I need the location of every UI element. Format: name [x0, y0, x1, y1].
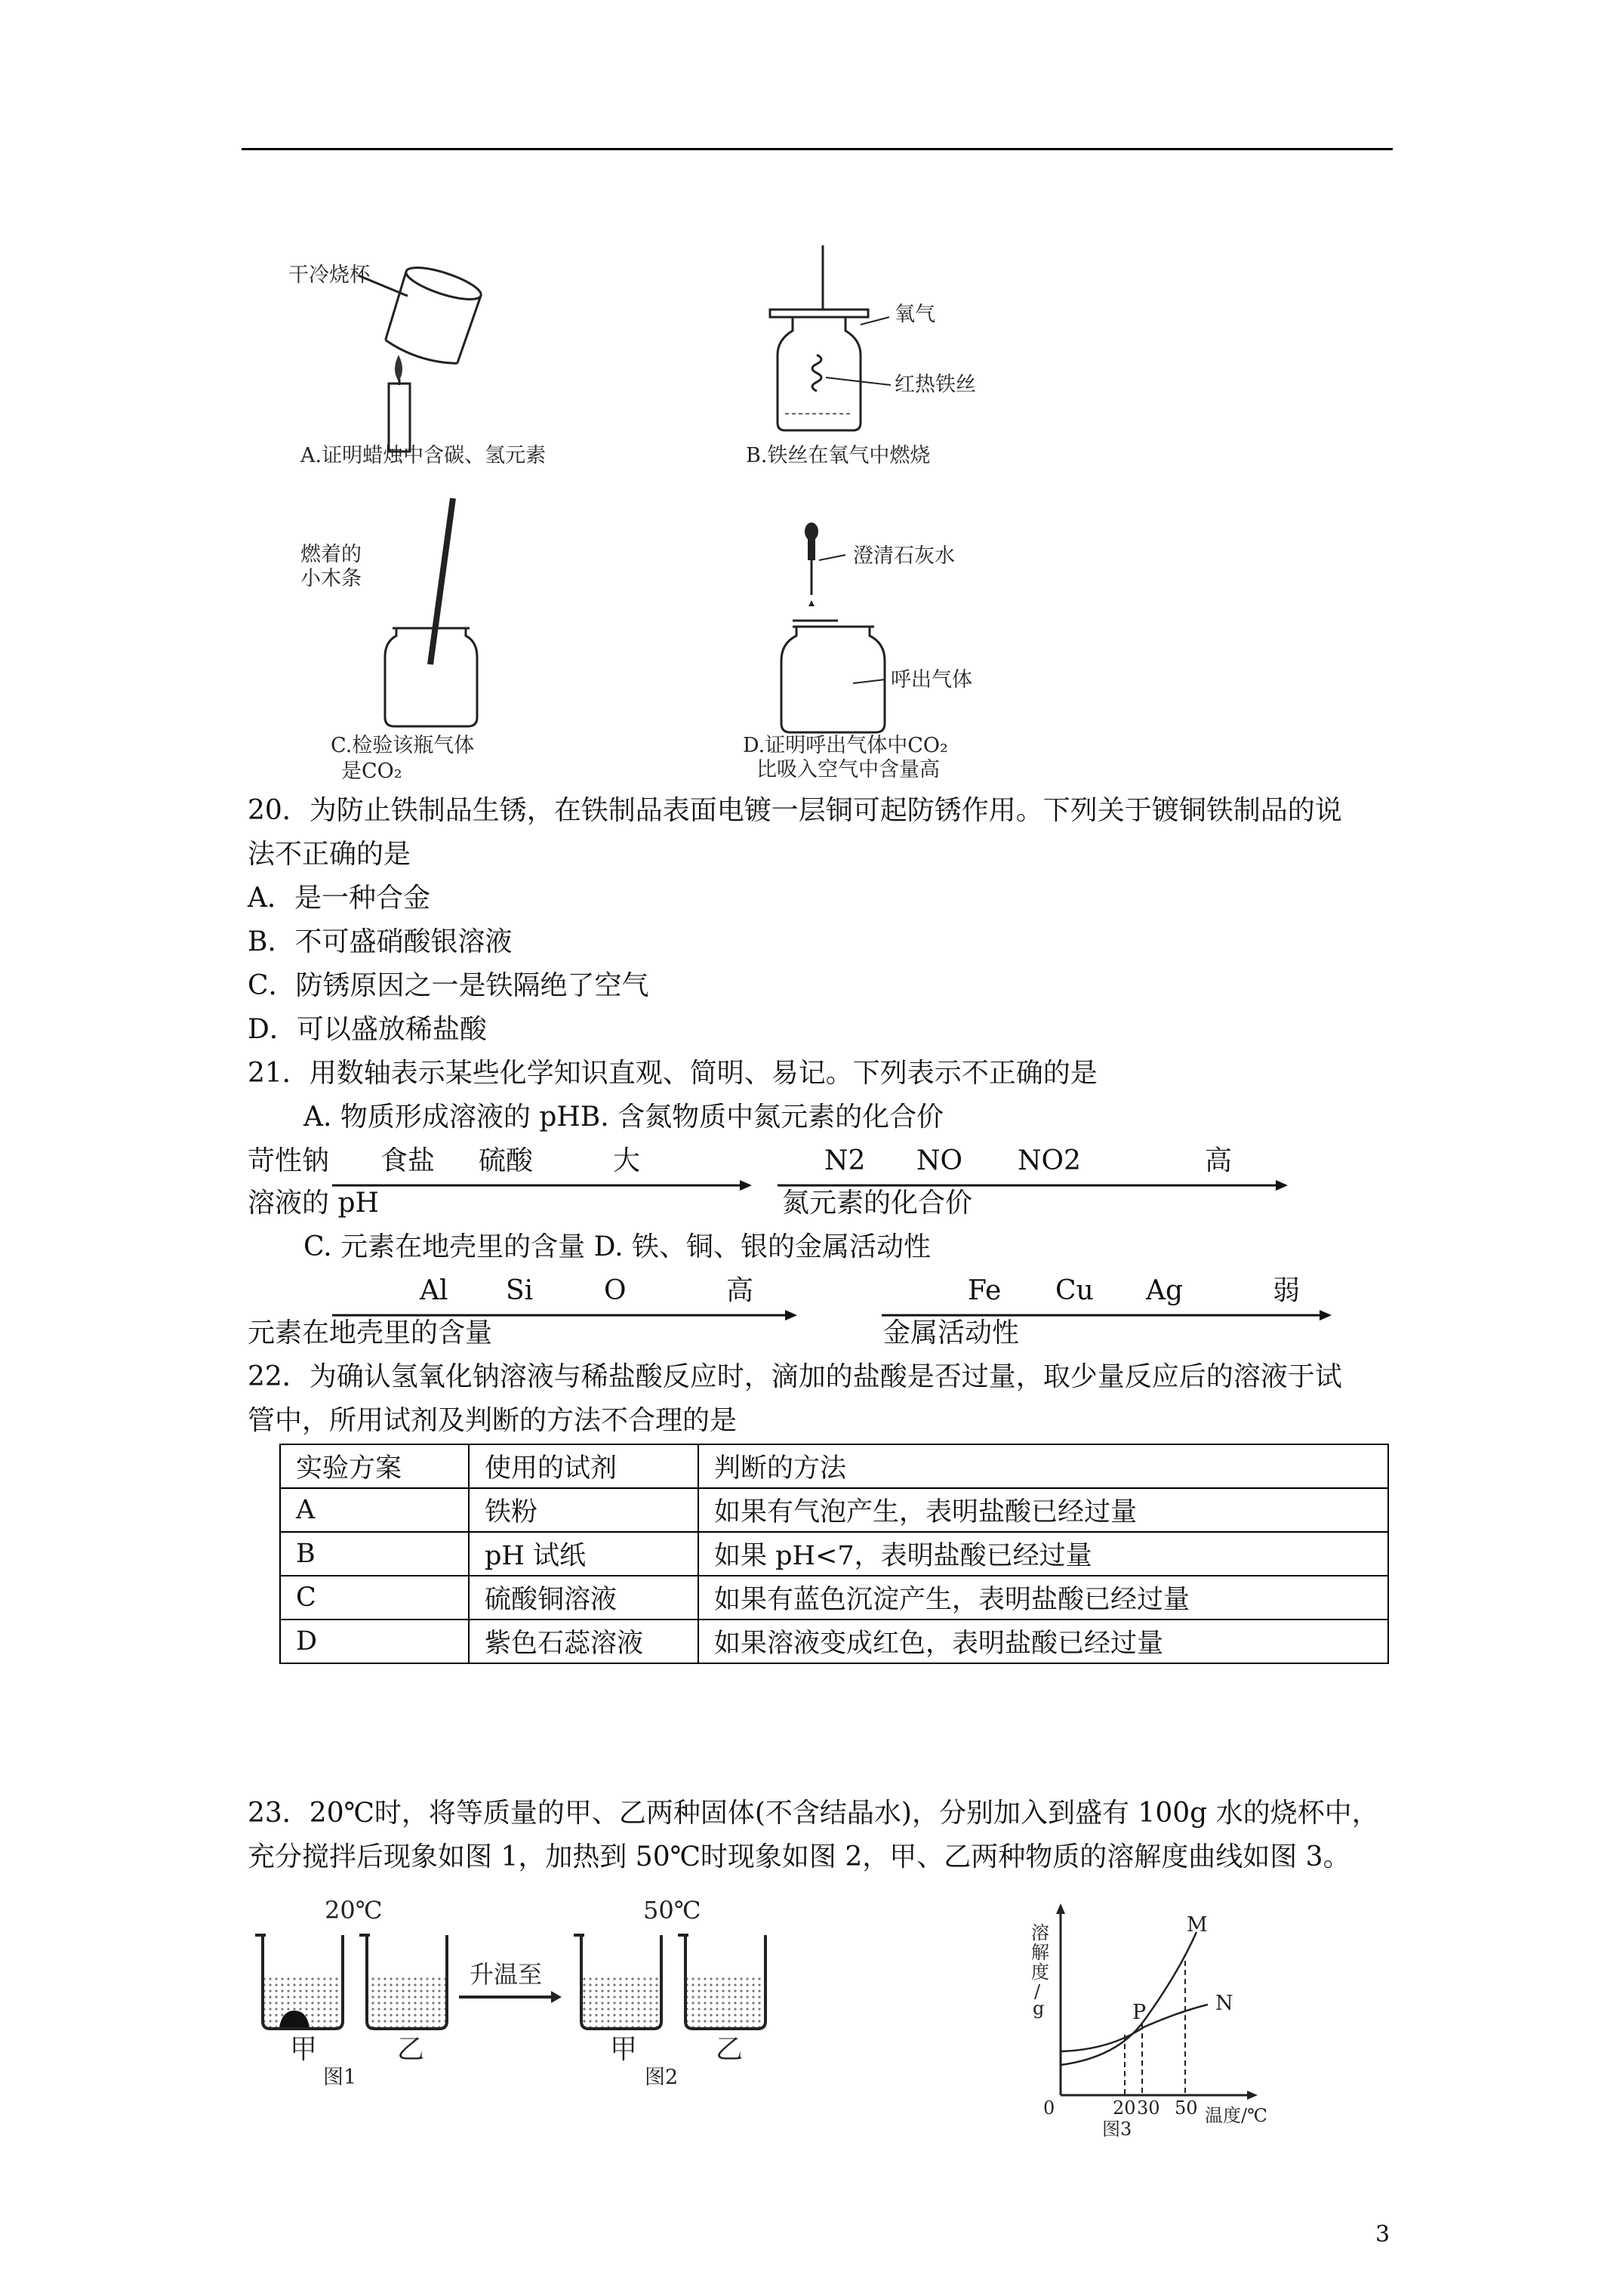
- table-cell: C: [280, 1576, 469, 1620]
- caption-a: A.证明蜡烛中含碳、氢元素: [300, 444, 547, 467]
- beaker-figures: [249, 1891, 793, 2088]
- experiment-figure-c: [279, 491, 657, 789]
- fig2-jia: 甲: [610, 2034, 638, 2065]
- axis-c-item-3: O: [604, 1275, 627, 1306]
- q21-ab-heading: A. 物质形成溶液的 pHB. 含氮物质中氮元素的化合价: [303, 1102, 944, 1133]
- table-cell: B: [280, 1532, 469, 1576]
- page-number: 3: [1375, 2221, 1390, 2248]
- header-rule: [242, 148, 1393, 150]
- caption-d-1: D.证明呼出气体中CO₂: [743, 734, 948, 757]
- stick-label-2: 小木条: [300, 567, 362, 590]
- q20-option-b: B．不可盛硝酸银溶液: [248, 926, 513, 957]
- axis-d-item-1: Fe: [968, 1275, 1002, 1306]
- fig1-jia: 甲: [290, 2034, 318, 2065]
- table-cell: 如果有气泡产生，表明盐酸已经过量: [698, 1488, 1388, 1532]
- table-header-cell: 使用的试剂: [469, 1444, 698, 1488]
- axis-a-item-2: 食盐: [380, 1145, 436, 1176]
- q21-cd-heading: C. 元素在地壳里的含量 D. 铁、铜、银的金属活动性: [303, 1231, 932, 1262]
- table-row: [280, 1488, 1388, 1532]
- table-cell: 硫酸铜溶液: [469, 1576, 698, 1620]
- axis-b-item-1: N2: [824, 1145, 866, 1176]
- table-row: [280, 1576, 1388, 1620]
- q22-table: [279, 1444, 1389, 1664]
- caption-c-2: 是CO₂: [341, 760, 402, 783]
- q20-option-d: D．可以盛放稀盐酸: [248, 1014, 487, 1045]
- fig2-caption: 图2: [645, 2066, 679, 2089]
- y-label-5: g: [1033, 1998, 1045, 2019]
- q22-stem-1: 22．为确认氢氧化钠溶液与稀盐酸反应时，滴加的盐酸是否过量，取少量反应后的溶液于试: [248, 1361, 1342, 1392]
- axis-c-item-1: Al: [420, 1275, 448, 1306]
- curve-m: [1061, 1932, 1196, 2065]
- point-p-label: P: [1132, 2001, 1147, 2024]
- table-row: [280, 1620, 1388, 1663]
- axis-b-label: 氮元素的化合价: [782, 1188, 973, 1219]
- tick-20: 20: [1113, 2097, 1136, 2119]
- experiment-figure-d: [740, 521, 1072, 789]
- table-cell: 如果有蓝色沉淀产生，表明盐酸已经过量: [698, 1576, 1388, 1620]
- table-cell: 铁粉: [469, 1488, 698, 1532]
- y-label-4: /: [1034, 1981, 1041, 2002]
- beaker-jia-2: [574, 1935, 661, 2029]
- axis-a-item-4: 大: [613, 1145, 641, 1176]
- q20-stem-2: 法不正确的是: [248, 839, 411, 870]
- y-label-2: 解: [1031, 1942, 1049, 1963]
- y-label-3: 度: [1031, 1962, 1049, 1983]
- fig2-yi: 乙: [716, 2034, 744, 2065]
- beaker-jia-1: [255, 1935, 343, 2029]
- table-cell: pH 试纸: [469, 1532, 698, 1576]
- solubility-chart: [1027, 1899, 1276, 2118]
- q20-option-a: A．是一种合金: [248, 883, 430, 914]
- table-header-cell: 判断的方法: [698, 1444, 1388, 1488]
- fig2-temp: 50℃: [643, 1896, 701, 1925]
- table-row: [280, 1532, 1388, 1576]
- curve-m-label: M: [1187, 1913, 1208, 1937]
- table-cell: 紫色石蕊溶液: [469, 1620, 698, 1663]
- iron-wire-label: 红热铁丝: [895, 373, 976, 396]
- limewater-label: 澄清石灰水: [853, 544, 955, 568]
- q23-stem-1: 23．20℃时，将等质量的甲、乙两种固体(不含结晶水)，分别加入到盛有 100g 水的烧杯中，: [248, 1798, 1379, 1829]
- exhaled-gas-label: 呼出气体: [891, 668, 972, 692]
- q23-stem-2: 充分搅拌后现象如图 1，加热到 50℃时现象如图 2，甲、乙两种物质的溶解度曲线如图 3。: [248, 1841, 1350, 1872]
- fig1-temp: 20℃: [325, 1896, 383, 1925]
- oxygen-label: 氧气: [895, 303, 935, 326]
- axis-c-item-2: Si: [506, 1275, 534, 1306]
- arrow-text: 升温至: [470, 1960, 543, 1989]
- table-cell: A: [280, 1488, 469, 1532]
- curve-n-label: N: [1215, 1992, 1233, 2015]
- axis-d-item-4: 弱: [1273, 1275, 1301, 1306]
- axis-c-item-4: 高: [726, 1275, 754, 1306]
- fig1-caption: 图1: [323, 2066, 357, 2089]
- fig3-caption: 图3: [1102, 2119, 1132, 2140]
- caption-b: B.铁丝在氧气中燃烧: [746, 444, 931, 467]
- table-header-cell: 实验方案: [280, 1444, 469, 1488]
- axis-b-item-3: NO2: [1018, 1145, 1081, 1176]
- axis-d-item-2: Cu: [1055, 1275, 1094, 1306]
- axis-b-item-4: 高: [1205, 1145, 1233, 1176]
- axis-c-label: 元素在地壳里的含量: [248, 1318, 493, 1348]
- experiment-figure-a: [279, 242, 657, 468]
- beaker-yi-1: [359, 1935, 447, 2029]
- iron-wire-oxygen-diagram: [740, 242, 1072, 468]
- table-header-row: [280, 1444, 1388, 1488]
- q20-stem-1: 20．为防止铁制品生锈，在铁制品表面电镀一层铜可起防锈作用。下列关于镀铜铁制品的说: [248, 795, 1342, 826]
- table-cell: D: [280, 1620, 469, 1663]
- solubility-figure: [1027, 1899, 1276, 2140]
- x-axis-label: 温度/℃: [1205, 2105, 1267, 2126]
- axis-a-label: 溶液的 pH: [248, 1188, 379, 1219]
- y-label-1: 溶: [1031, 1922, 1049, 1943]
- tick-50: 50: [1175, 2097, 1198, 2119]
- experiment-figure-b: [740, 242, 1072, 468]
- fig1-yi: 乙: [397, 2034, 425, 2065]
- tick-30: 30: [1137, 2097, 1160, 2119]
- axis-b-item-2: NO: [916, 1145, 963, 1176]
- beaker-label: 干冷烧杯: [288, 264, 370, 287]
- q22-stem-2: 管中，所用试剂及判断的方法不合理的是: [248, 1405, 738, 1436]
- axis-a-item-1: 苛性钠: [248, 1145, 330, 1176]
- caption-d-2: 比吸入空气中含量高: [756, 758, 940, 781]
- axis-d-item-3: Ag: [1146, 1275, 1184, 1306]
- axis-a-arrow: [332, 1178, 755, 1193]
- burning-stick-bottle-diagram: [279, 491, 657, 732]
- beaker-yi-2: [678, 1935, 765, 2029]
- axis-a-item-3: 硫酸: [479, 1145, 534, 1176]
- stick-label-1: 燃着的: [300, 543, 362, 566]
- axis-d-label: 金属活动性: [883, 1318, 1020, 1348]
- q20-option-c: C．防锈原因之一是铁隔绝了空气: [248, 970, 649, 1001]
- table-cell: 如果溶液变成红色，表明盐酸已经过量: [698, 1620, 1388, 1663]
- caption-c-1: C.检验该瓶气体: [331, 734, 475, 757]
- q21-stem: 21．用数轴表示某些化学知识直观、简明、易记。下列表示不正确的是: [248, 1058, 1098, 1089]
- origin-label: 0: [1043, 2097, 1055, 2119]
- table-cell: 如果 pH<7，表明盐酸已经过量: [698, 1532, 1388, 1576]
